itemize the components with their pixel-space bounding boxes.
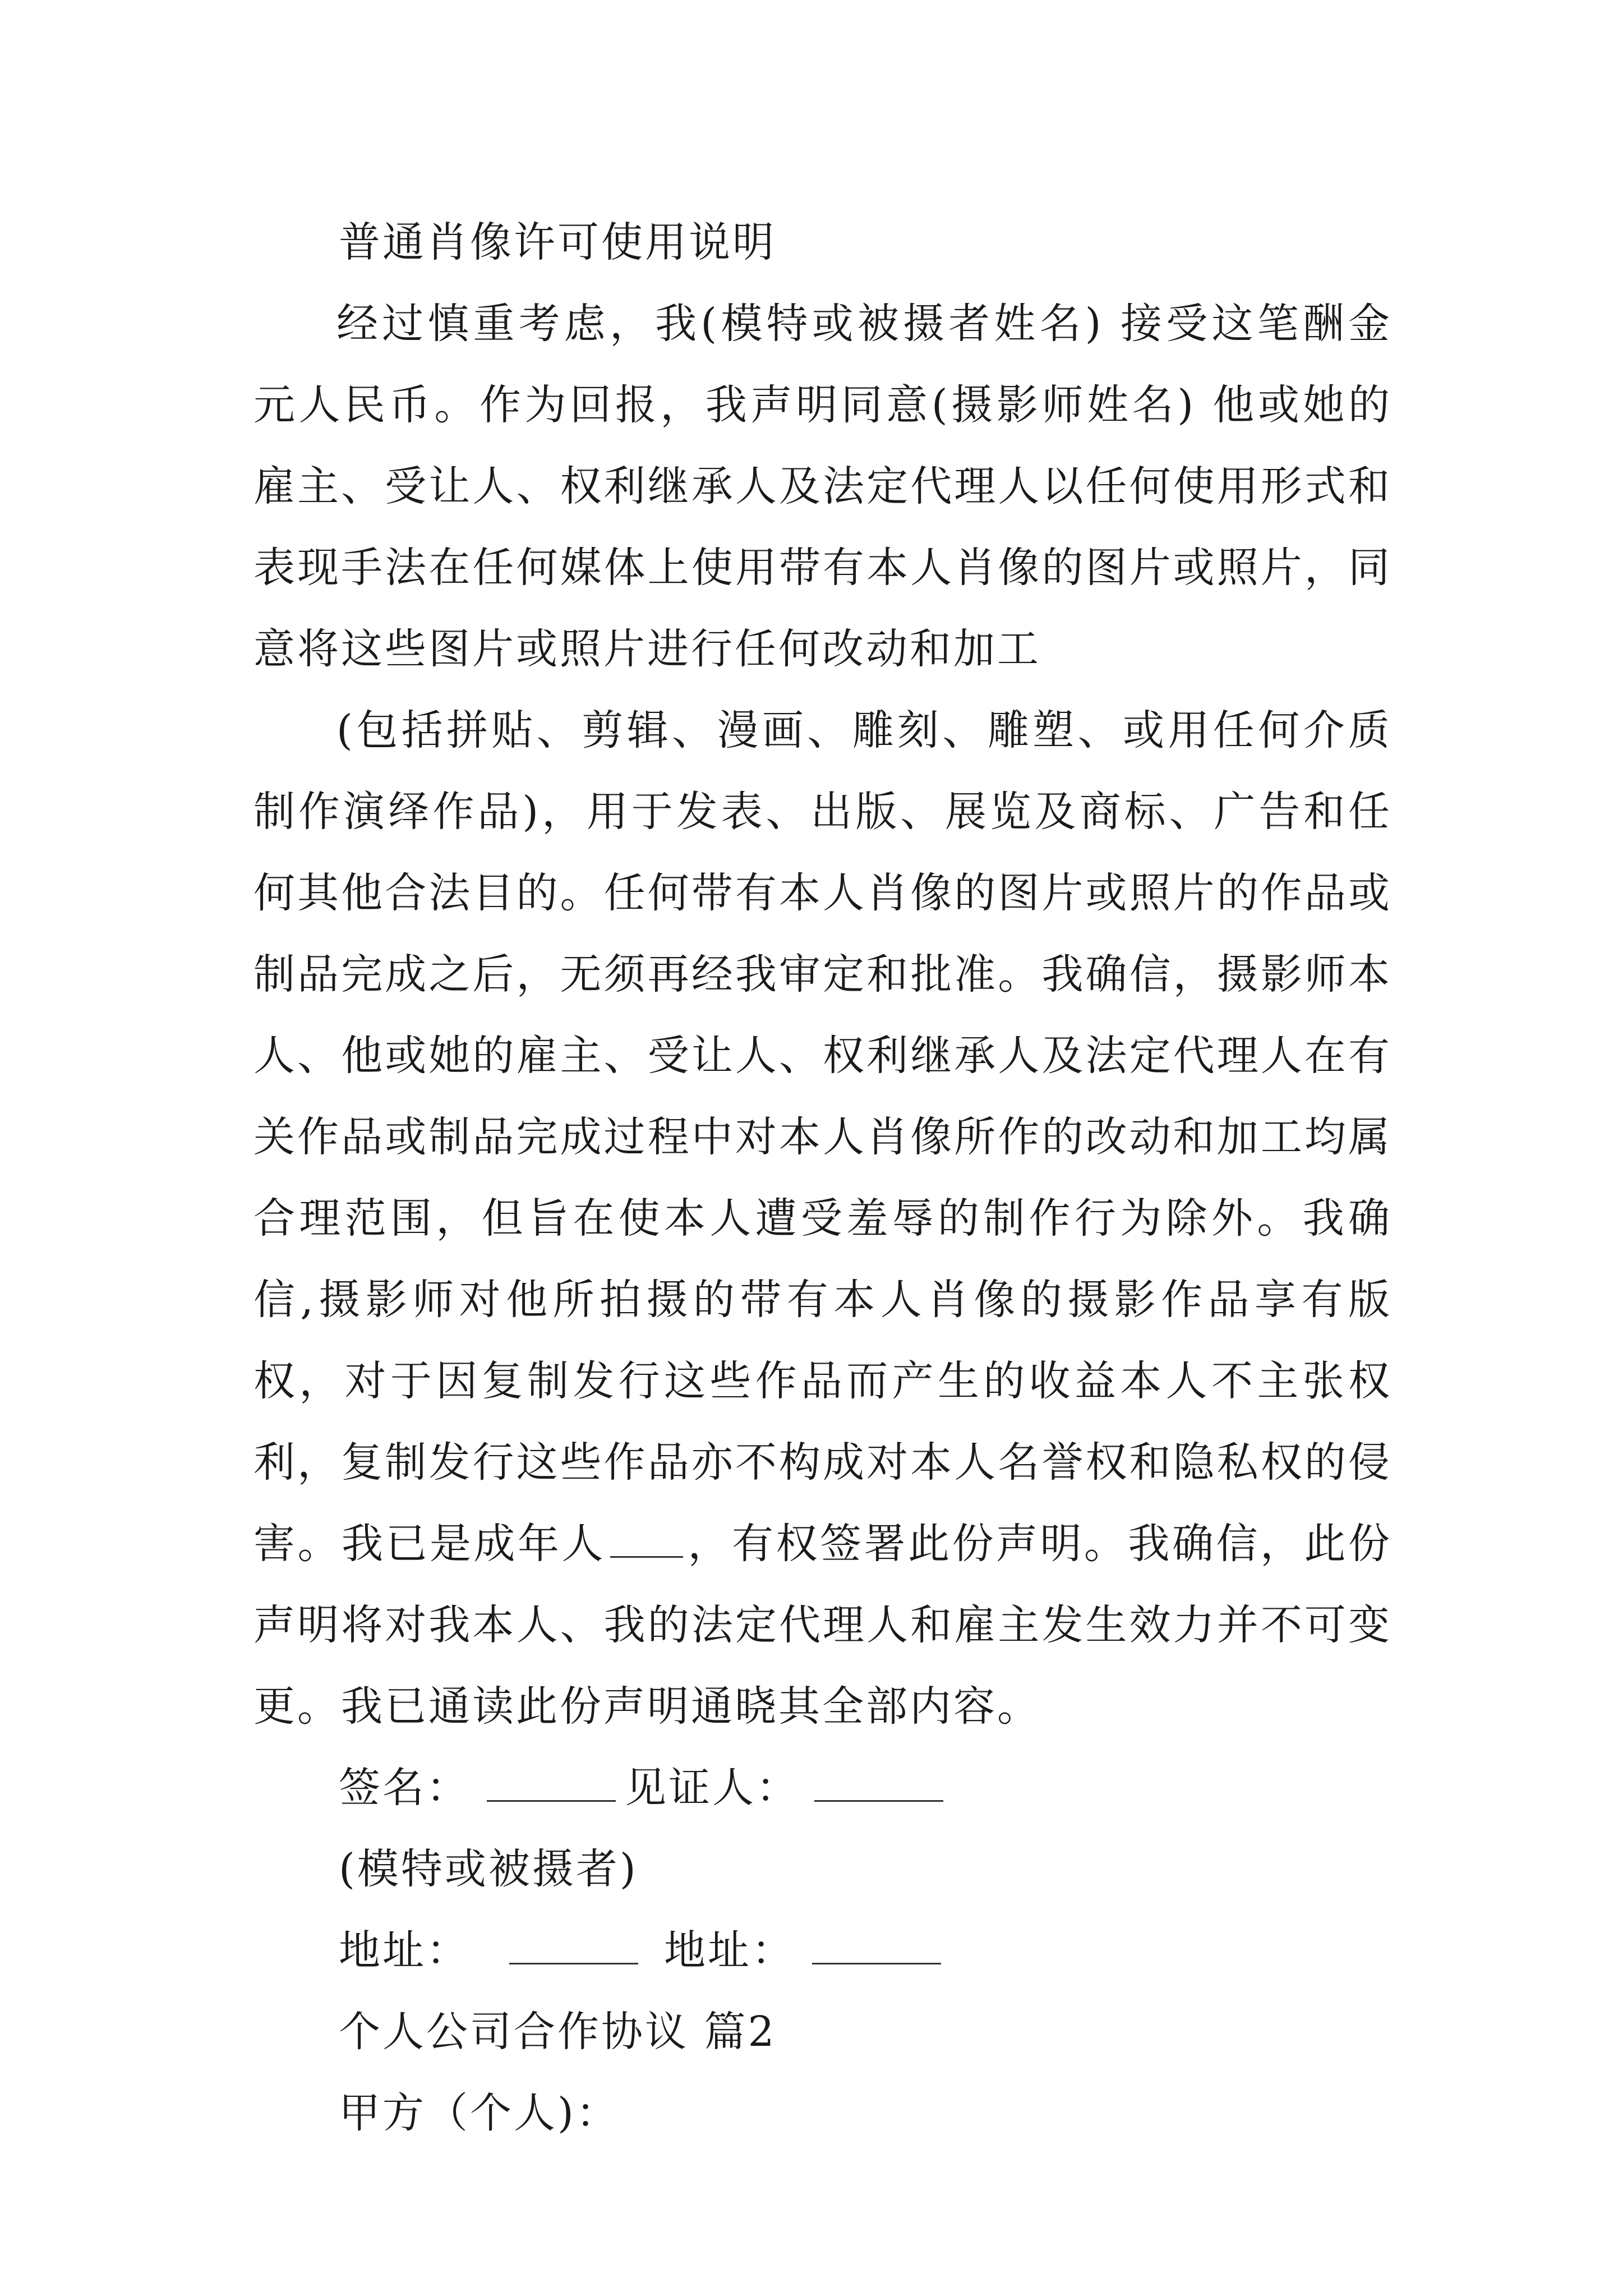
section-title: 个人公司合作协议 篇2 — [339, 2008, 777, 2056]
witness-label: 见证人： — [625, 1764, 800, 1812]
witness-address-label: 地址： — [664, 1926, 795, 1975]
address-blank-line — [509, 1929, 638, 1964]
signature-row — [253, 1747, 1392, 1829]
paragraph-usage-terms — [253, 690, 1392, 1747]
address-label: 地址： — [339, 1926, 470, 1975]
paragraph-consent: 经过慎重考虑，我(模特或被摄者姓名) 接受这笔酬金元人民币。作为回报，我声明同意(摄影师姓名) 他或她的雇主、受让人、权利继承人及法定代理人以任何使用形式和表现手法在任何媒体上使用带有本人肖像的图片或照片，同意将这些图片或照片进行任何改动和加工 — [253, 300, 1392, 673]
paragraph-usage-text-1: (包括拼贴、剪辑、漫画、雕刻、雕塑、或用任何介质制作演绎作品)，用于发表、出版、展览及商标、广告和任何其他合法目的。任何带有本人肖像的图片或照片的作品或制品完成之后，无须再经我审定和批准。我确信，摄影师本人、他或她的雇主、受让人、权利继承人及法定代理人在有关作品或制品完成过程中对本人肖像所作的改动和加工均属合理范围，但旨在使本人遭受羞辱的制作行为除外。我确信,摄影师对他所拍摄的带有本人肖像的摄影作品享有版权，对于因复制发行这些作品而产生的收益本人不主张权利，复制发行这些作品亦不构成对本人名誉权和隐私权的侵害。我已是成年人 — [253, 706, 1392, 1568]
document-title: 普通肖像许可使用说明 — [339, 218, 776, 266]
address-row — [253, 1910, 1392, 1991]
document-body — [253, 202, 1392, 2154]
witness-address-blank-line — [812, 1929, 941, 1964]
model-note: (模特或被摄者) — [339, 1845, 638, 1893]
signature-label: 签名： — [339, 1764, 470, 1812]
adult-blank-line — [610, 1522, 683, 1558]
paragraph-usage-text-2: ，有权签署此份声明。我确信，此份声明将对我本人、我的法定代理人和雇主发生效力并不可变更。我已通读此份声明通晓其全部内容。 — [253, 1520, 1392, 1731]
party-a-label: 甲方（个人)： — [339, 2089, 620, 2137]
witness-blank-line — [814, 1766, 943, 1802]
signature-blank-line — [487, 1766, 616, 1802]
